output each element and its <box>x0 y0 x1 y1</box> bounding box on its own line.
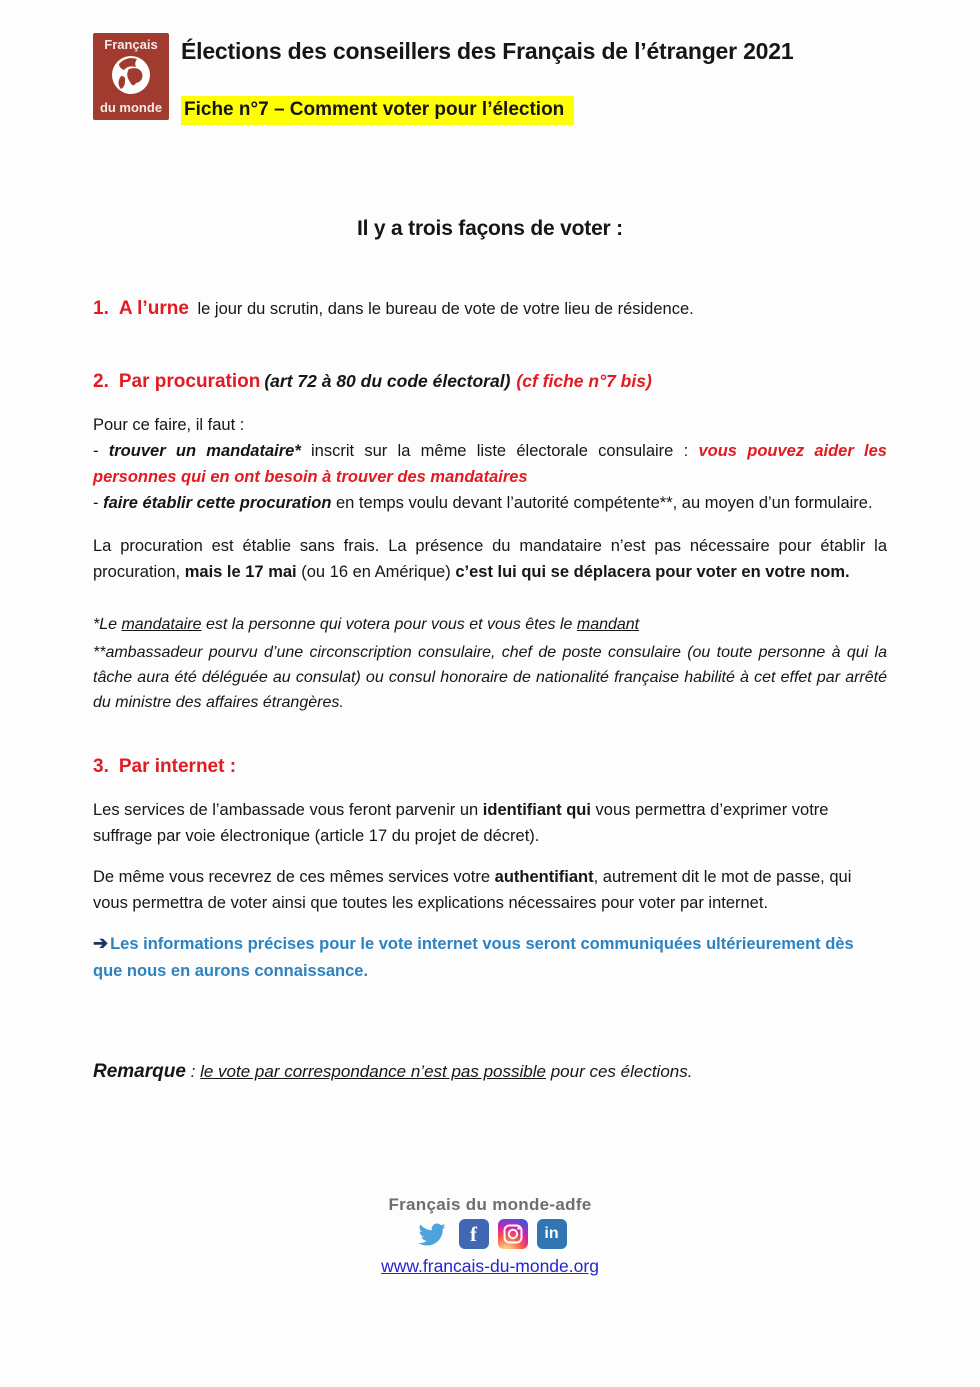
instagram-icon[interactable] <box>498 1219 528 1249</box>
section-3-heading <box>93 754 887 780</box>
social-icons-row <box>93 1219 887 1249</box>
org-logo <box>93 33 169 120</box>
twitter-icon[interactable] <box>414 1219 450 1249</box>
authentifiant-text-a: De même vous recevrez de ces mêmes services votre <box>93 868 495 886</box>
section-3-title: Par internet : <box>118 756 237 777</box>
authentifiant-paragraph <box>93 864 887 916</box>
header-text <box>181 33 793 125</box>
procuration-paragraph <box>93 533 887 585</box>
bullet-dash: - <box>93 494 104 512</box>
identifiant-text-b: vous permettra d’exprimer votre suffrage par voie électronique (article 17 du projet de décret). <box>93 801 829 845</box>
remark <box>93 1061 887 1083</box>
fiche-bis-reference: (cf fiche n°7 bis) <box>516 371 652 391</box>
section-1 <box>93 296 887 322</box>
logo-text-bottom: du monde <box>99 100 163 115</box>
section-2-heading <box>93 368 887 395</box>
footnote-ambassadeur: **ambassadeur pourvu d’une circonscription consulaire, chef de poste consulaire (ou toute personne à qui la tâche aura été déléguée au consulat) ou consul honoraire de nationalité française habilité à cet effet par arrêté du ministre des affaires étrangères. <box>93 644 887 711</box>
section-1-number: 1. <box>93 298 109 319</box>
globe-icon <box>109 53 153 97</box>
facebook-icon[interactable] <box>459 1219 489 1249</box>
logo-text-top: Français <box>104 37 158 52</box>
legal-reference: (art 72 à 80 du code électoral) <box>264 371 511 391</box>
date-17-mai: mais le 17 mai <box>184 563 297 581</box>
identifiant-paragraph <box>93 797 887 849</box>
bullet-mandataire-bold: trouver un mandataire* <box>108 442 301 460</box>
facebook-glyph: f <box>470 1221 477 1246</box>
authentifiant-text-b: , autrement dit le mot de passe, qui vous permettra de voter ainsi que toutes les explications nécessaires pour voter par internet. <box>93 868 852 912</box>
remark-rest: pour ces élections. <box>545 1062 693 1081</box>
authentifiant-bold: authentifiant <box>494 868 594 886</box>
footer <box>93 1195 887 1277</box>
footnote-1-underlined-a: mandataire <box>121 616 202 633</box>
bullet-mandataire-text: inscrit sur la même liste électorale consulaire : <box>300 442 699 460</box>
internet-vote-note-text: Les informations précises pour le vote internet vous seront communiquées ultérieurement dès que nous en aurons connaissance. <box>93 935 854 980</box>
footnote-1-underlined-b: mandant <box>576 616 640 633</box>
bullet-procuration-text: en temps voulu devant l’autorité compétente**, au moyen d’un formulaire. <box>331 494 873 512</box>
remark-separator: : <box>185 1062 201 1081</box>
bullet-mandataire-red: vous pouvez aider les personnes qui en ont besoin à trouver des mandataires <box>93 442 887 486</box>
identifiant-text-a: Les services de l’ambassade vous feront parvenir un <box>93 801 483 819</box>
internet-vote-note <box>93 930 887 985</box>
bullet-procuration <box>93 490 887 516</box>
section-2-title: Par procuration <box>118 371 261 392</box>
remark-label: Remarque <box>93 1061 186 1082</box>
fiche-subtitle-row <box>181 96 793 125</box>
bullet-dash: - <box>93 442 109 460</box>
footnote-1-text-b: est la personne qui votera pour vous et vous êtes le <box>201 616 577 633</box>
bullet-procuration-bold: faire établir cette procuration <box>103 494 332 512</box>
procuration-intro: Pour ce faire, il faut : <box>93 416 245 434</box>
main-heading: Il y a trois façons de voter : <box>357 217 623 240</box>
remark-underlined: le vote par correspondance n’est pas possible <box>200 1062 546 1081</box>
bullet-mandataire <box>93 438 887 490</box>
linkedin-glyph: in <box>544 1225 559 1242</box>
procuration-text-2: (ou 16 en Amérique) <box>296 563 456 581</box>
section-1-title: A l’urne <box>118 298 189 319</box>
section-1-text: le jour du scrutin, dans le bureau de vote de votre lieu de résidence. <box>192 300 694 318</box>
section-2-number: 2. <box>93 371 109 392</box>
header <box>93 33 887 125</box>
footnotes <box>93 612 887 715</box>
website-link[interactable]: www.francais-du-monde.org <box>381 1256 599 1276</box>
linkedin-icon[interactable] <box>537 1219 567 1249</box>
arrow-icon: ➔ <box>93 933 109 953</box>
footnote-1-text-a: *Le <box>93 616 122 633</box>
procuration-text-bold: c’est lui qui se déplacera pour voter en votre nom. <box>455 563 850 581</box>
page-title: Élections des conseillers des Français de l’étranger 2021 <box>181 38 794 64</box>
footnote-mandataire <box>93 612 887 637</box>
org-name: Français du monde-adfe <box>388 1195 592 1214</box>
procuration-text-1: La procuration est établie sans frais. La présence du mandataire n’est pas nécessaire pour établir la procuration, <box>93 537 887 581</box>
section-3-number: 3. <box>93 756 109 777</box>
fiche-subtitle: Fiche n°7 – Comment voter pour l’élection <box>181 96 574 125</box>
identifiant-bold: identifiant qui <box>482 801 591 819</box>
